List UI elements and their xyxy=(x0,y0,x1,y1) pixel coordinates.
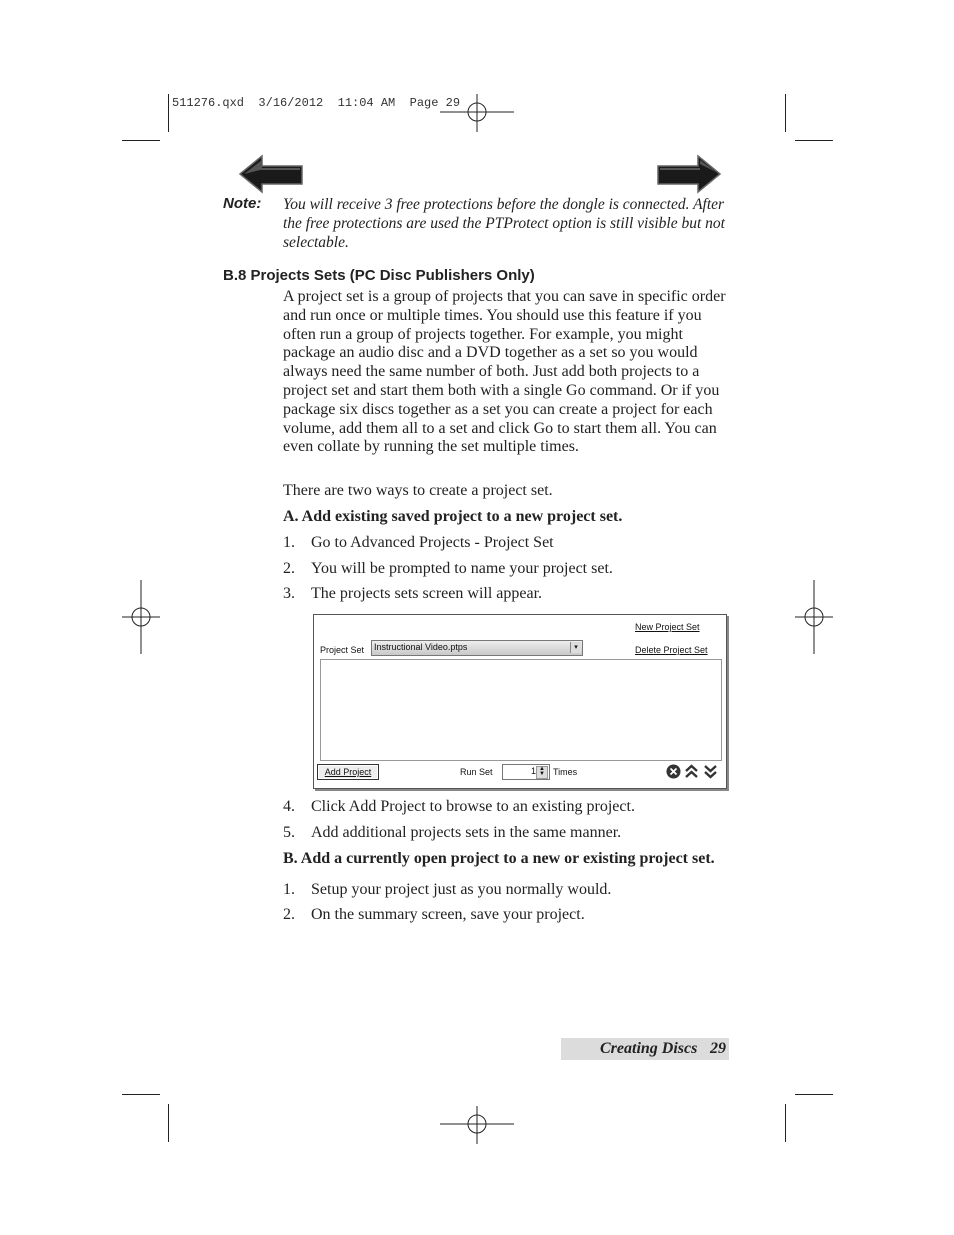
list-item: 4. Click Add Project to browse to an existing project. xyxy=(283,798,635,815)
crop-mark xyxy=(168,94,169,132)
move-down-icon[interactable] xyxy=(703,764,718,779)
new-project-set-link[interactable]: New Project Set xyxy=(635,622,700,632)
remove-icon[interactable] xyxy=(666,764,681,779)
stepper-arrows-icon[interactable]: ▲ ▼ xyxy=(536,766,548,779)
part-a-heading: A. Add existing saved project to a new project set. xyxy=(283,508,623,525)
intro-paragraph: A project set is a group of projects that you can save in specific order and run once or multiple times. You should use this feature if you often run a group of projects together. For example, you might package an audio disc and a DVD together as a set so you would always need the same number of both. Just add both projects to a project set and start them both with a single Go command. Or if you package six discs together as a set you can create a project for each volume, add them all to a set and click Go to start them all. You can even collate by running the set multiple times. xyxy=(283,288,726,456)
list-item: 2. You will be prompted to name your project set. xyxy=(283,560,613,577)
footer-title: Creating Discs xyxy=(600,1040,698,1057)
add-project-button[interactable]: Add Project xyxy=(317,764,379,780)
part-b-heading: B. Add a currently open project to a new or existing project set. xyxy=(283,850,715,867)
project-set-value: Instructional Video.ptps xyxy=(374,642,468,652)
run-set-stepper[interactable] xyxy=(502,764,550,780)
list-item: 1. Go to Advanced Projects - Project Set xyxy=(283,534,554,551)
note-label: Note: xyxy=(223,195,262,212)
list-item: 1. Setup your project just as you normally would. xyxy=(283,881,612,898)
crop-mark xyxy=(122,1094,160,1095)
registration-mark-left xyxy=(122,580,160,654)
crop-mark xyxy=(168,1104,169,1142)
run-set-value: 1 xyxy=(530,766,536,776)
list-item: 3. The projects sets screen will appear. xyxy=(283,585,543,602)
file-slug: 511276.qxd 3/16/2012 11:04 AM Page 29 xyxy=(172,96,461,110)
crop-mark xyxy=(785,94,786,132)
chevron-down-icon[interactable]: ▾ xyxy=(570,642,581,653)
right-arrow-icon[interactable] xyxy=(656,154,722,194)
list-item: 2. On the summary screen, save your project. xyxy=(283,906,585,923)
crop-mark xyxy=(122,140,160,141)
times-label: Times xyxy=(553,767,578,777)
project-set-select[interactable] xyxy=(371,640,583,656)
registration-mark-bottom xyxy=(440,1106,514,1144)
left-arrow-icon[interactable] xyxy=(238,154,304,194)
move-up-icon[interactable] xyxy=(684,764,699,779)
page-footer xyxy=(561,1038,729,1060)
project-sets-screenshot xyxy=(313,614,727,789)
run-set-label: Run Set xyxy=(460,767,493,777)
crop-mark xyxy=(785,1104,786,1142)
page-number: 29 xyxy=(710,1040,726,1057)
two-ways-paragraph: There are two ways to create a project set. xyxy=(283,482,553,499)
crop-mark xyxy=(795,140,833,141)
note-text: You will receive 3 free protections before the dongle is connected. After the free protections are used the PTProtect option is still visible but not selectable. xyxy=(283,196,725,251)
section-heading: B.8 Projects Sets (PC Disc Publishers Only) xyxy=(223,267,535,284)
delete-project-set-link[interactable]: Delete Project Set xyxy=(635,645,708,655)
registration-mark-right xyxy=(795,580,833,654)
list-item: 5. Add additional projects sets in the same manner. xyxy=(283,824,622,841)
crop-mark xyxy=(795,1094,833,1095)
project-set-label: Project Set xyxy=(320,645,365,655)
project-list[interactable] xyxy=(320,659,722,761)
